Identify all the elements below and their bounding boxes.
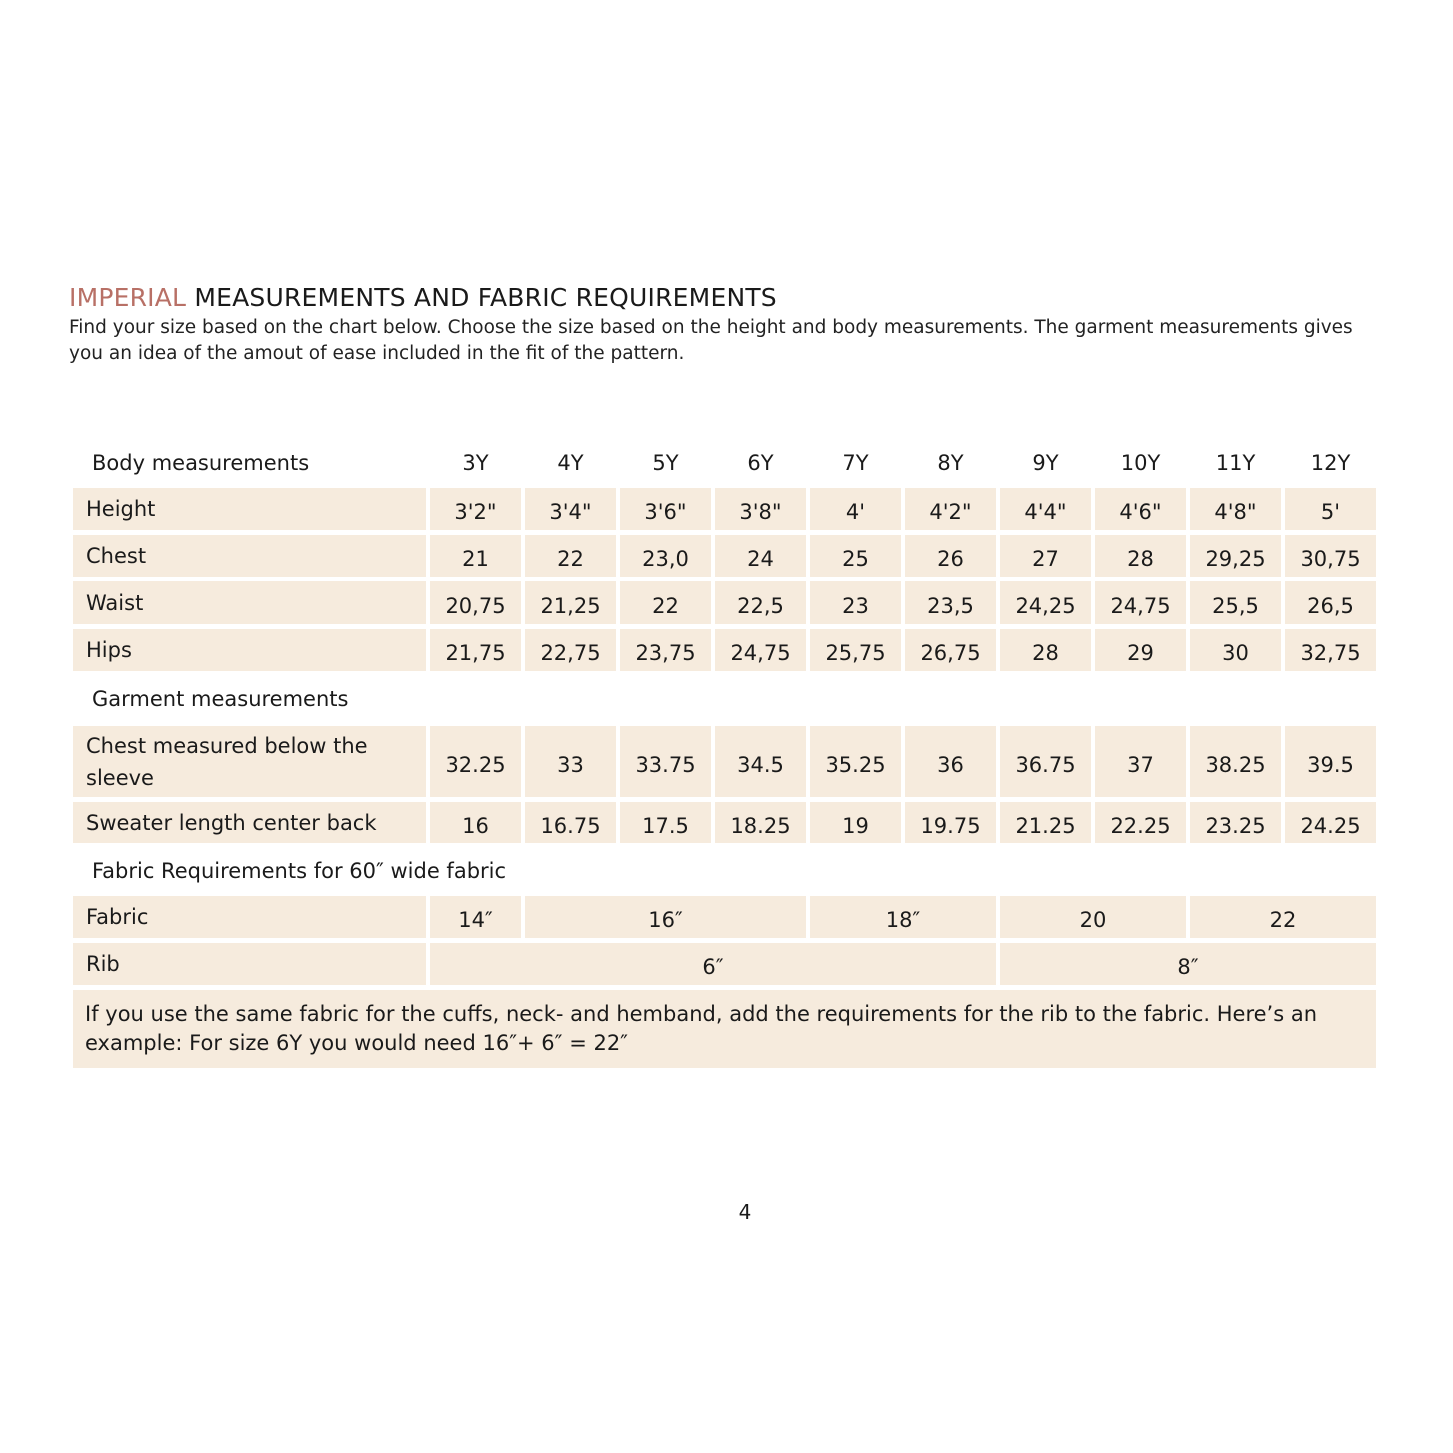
row-label: Height [73, 488, 426, 530]
table-cell: 22 [525, 535, 616, 577]
table-cell: 4'2" [905, 488, 996, 530]
size-header: 4Y [557, 451, 584, 475]
table-cell: 24.25 [1285, 802, 1376, 843]
size-header: 6Y [747, 451, 774, 475]
title-accent: IMPERIAL [69, 283, 187, 312]
size-header: 3Y [462, 451, 489, 475]
table-cell: 32.25 [430, 726, 521, 797]
row-label: Sweater length center back [73, 802, 426, 843]
table-cell: 4'8" [1190, 488, 1281, 530]
table-cell: 33.75 [620, 726, 711, 797]
table-cell: 28 [1000, 629, 1091, 671]
table-cell: 3'2" [430, 488, 521, 530]
fabric-note: If you use the same fabric for the cuffs, neck- and hemband, add the requirements for the rib to the fabric. Here’s an example: For size 6Y you would need 16″+ 6″ = 22″ [73, 990, 1376, 1068]
table-cell: 3'4" [525, 488, 616, 530]
table-cell: 25 [810, 535, 901, 577]
title-rest: MEASUREMENTS AND FABRIC REQUIREMENTS [186, 283, 777, 312]
table-cell: 4'4" [1000, 488, 1091, 530]
table-cell: 19 [810, 802, 901, 843]
table-cell: 30,75 [1285, 535, 1376, 577]
size-header: 10Y [1120, 451, 1161, 475]
intro-text: Find your size based on the chart below. Choose the size based on the height and body measurements. The garment measurements gives you an idea of the amout of ease included in the fit of the pattern. [69, 317, 1353, 364]
table-cell-merged: 18″ [810, 896, 996, 938]
table-cell: 26 [905, 535, 996, 577]
row-label: Hips [73, 629, 426, 671]
section-heading-fabric: Fabric Requirements for 60″ wide fabric [92, 859, 507, 883]
table-cell: 23 [810, 581, 901, 624]
table-cell: 32,75 [1285, 629, 1376, 671]
section-heading-body: Body measurements [92, 451, 310, 475]
table-cell-merged: 6″ [430, 943, 996, 985]
size-header: 5Y [652, 451, 679, 475]
page-title [69, 283, 1369, 313]
size-header: 12Y [1310, 451, 1351, 475]
table-cell-merged: 22 [1190, 896, 1376, 938]
table-cell: 21 [430, 535, 521, 577]
row-label: Chest [73, 535, 426, 577]
table-cell: 26,75 [905, 629, 996, 671]
table-cell: 24,75 [1095, 581, 1186, 624]
table-cell: 36.75 [1000, 726, 1091, 797]
table-cell: 4'6" [1095, 488, 1186, 530]
row-label: Chest measured below the sleeve [73, 726, 426, 797]
table-cell: 24 [715, 535, 806, 577]
table-cell: 21.25 [1000, 802, 1091, 843]
table-cell: 24,75 [715, 629, 806, 671]
table-cell: 33 [525, 726, 616, 797]
table-cell: 20,75 [430, 581, 521, 624]
table-cell: 16 [430, 802, 521, 843]
table-cell: 17.5 [620, 802, 711, 843]
table-cell: 3'8" [715, 488, 806, 530]
table-cell: 35.25 [810, 726, 901, 797]
table-cell: 26,5 [1285, 581, 1376, 624]
table-cell: 29,25 [1190, 535, 1281, 577]
table-cell: 37 [1095, 726, 1186, 797]
table-cell: 39.5 [1285, 726, 1376, 797]
table-cell: 23,5 [905, 581, 996, 624]
row-label: Waist [73, 581, 426, 624]
size-header: 7Y [842, 451, 869, 475]
table-cell-merged: 8″ [1000, 943, 1376, 985]
table-cell: 19.75 [905, 802, 996, 843]
table-cell: 21,25 [525, 581, 616, 624]
table-cell: 16.75 [525, 802, 616, 843]
table-cell: 36 [905, 726, 996, 797]
table-cell: 29 [1095, 629, 1186, 671]
table-cell-merged: 16″ [525, 896, 806, 938]
table-cell: 28 [1095, 535, 1186, 577]
table-cell: 22,5 [715, 581, 806, 624]
table-cell: 23.25 [1190, 802, 1281, 843]
table-cell: 22,75 [525, 629, 616, 671]
table-cell: 23,75 [620, 629, 711, 671]
table-cell-merged: 14″ [430, 896, 521, 938]
table-cell: 38.25 [1190, 726, 1281, 797]
table-cell: 18.25 [715, 802, 806, 843]
table-cell: 30 [1190, 629, 1281, 671]
size-header: 8Y [937, 451, 964, 475]
table-cell: 3'6" [620, 488, 711, 530]
table-cell: 25,75 [810, 629, 901, 671]
table-cell: 25,5 [1190, 581, 1281, 624]
table-cell: 22.25 [1095, 802, 1186, 843]
size-header: 9Y [1032, 451, 1059, 475]
page-header [69, 283, 1369, 367]
table-cell-merged: 20 [1000, 896, 1186, 938]
page-number: 4 [738, 1200, 752, 1224]
table-cell: 27 [1000, 535, 1091, 577]
table-cell: 24,25 [1000, 581, 1091, 624]
section-heading-garment: Garment measurements [92, 687, 349, 711]
table-cell: 23,0 [620, 535, 711, 577]
table-cell: 34.5 [715, 726, 806, 797]
table-cell: 4' [810, 488, 901, 530]
table-cell: 21,75 [430, 629, 521, 671]
table-cell: 22 [620, 581, 711, 624]
row-label: Fabric [73, 896, 426, 938]
row-label: Rib [73, 943, 426, 985]
size-header: 11Y [1215, 451, 1256, 475]
table-cell: 5' [1285, 488, 1376, 530]
